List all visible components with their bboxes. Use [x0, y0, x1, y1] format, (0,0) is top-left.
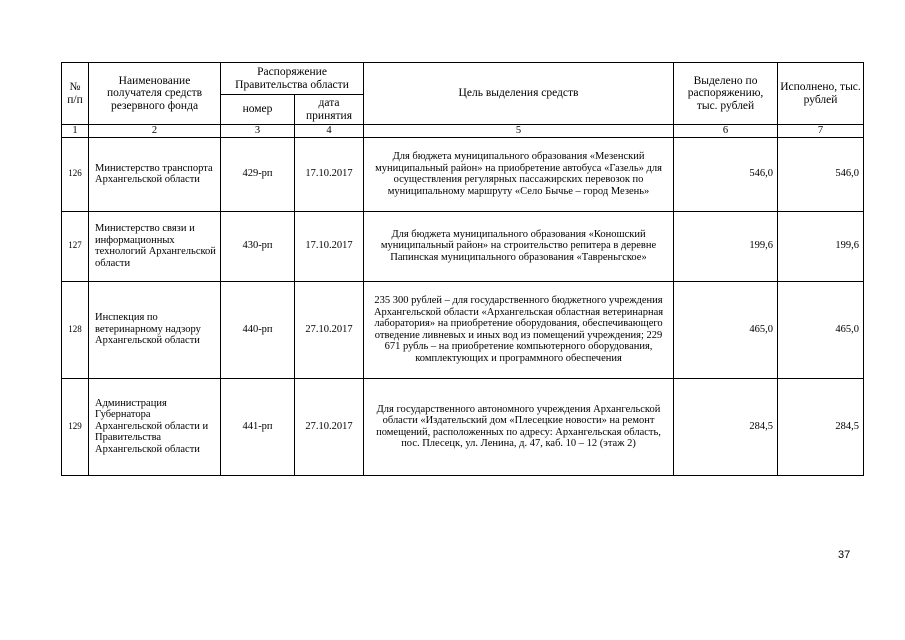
- header-executed: Исполнено, тыс. рублей: [778, 63, 864, 125]
- row-order-number: 430-рп: [221, 211, 295, 281]
- row-no: 129: [62, 378, 89, 475]
- column-number: 2: [89, 125, 221, 138]
- header-recipient: Наименование получателя средств резервного фонда: [89, 63, 221, 125]
- header-order-number: номер: [221, 95, 295, 125]
- row-purpose: Для государственного автономного учреждения Архангельской области «Издательский дом «Плесецкие новости» на ремонт помещений, расположенных по адресу: Архангельская область, пос. Плесецк, ул. Ленина, д. 47, каб. 10 – 12 (этаж 2): [364, 378, 674, 475]
- table-row: [62, 378, 864, 475]
- row-no: 128: [62, 281, 89, 378]
- row-allocated: 284,5: [674, 378, 778, 475]
- row-order-date: 17.10.2017: [295, 137, 364, 211]
- row-no: 126: [62, 137, 89, 211]
- column-number: 7: [778, 125, 864, 138]
- column-number: 6: [674, 125, 778, 138]
- row-order-date: 27.10.2017: [295, 378, 364, 475]
- table-row: [62, 137, 864, 211]
- header-purpose: Цель выделения средств: [364, 63, 674, 125]
- page-number: 37: [838, 549, 851, 561]
- header-allocated: Выделено по распоряжению, тыс. рублей: [674, 63, 778, 125]
- row-purpose: 235 300 рублей – для государственного бюджетного учреждения Архангельской области «Архангельская областная ветеринарная лаборатория» на приобретение оборудования, обеспечивающего отведение ливневых и иных вод из помещений учреждения; 229 671 рубль – на приобретение компьютерного оборудования, комплектующих и программного обеспечения: [364, 281, 674, 378]
- table-row: [62, 211, 864, 281]
- column-number: 4: [295, 125, 364, 138]
- header-no: № п/п: [62, 63, 89, 125]
- column-number: 1: [62, 125, 89, 138]
- row-allocated: 465,0: [674, 281, 778, 378]
- header-order-group: Распоряжение Правительства области: [221, 63, 364, 95]
- row-order-number: 440-рп: [221, 281, 295, 378]
- row-purpose: Для бюджета муниципального образования «Мезенский муниципальный район» на приобретение автобуса «Газель» для осуществления регулярных пассажирских перевозок по муниципальному маршруту «Село Бычье – город Мезень»: [364, 137, 674, 211]
- row-recipient: Министерство транспорта Архангельской области: [89, 137, 221, 211]
- row-order-number: 429-рп: [221, 137, 295, 211]
- row-executed: 284,5: [778, 378, 864, 475]
- row-purpose: Для бюджета муниципального образования «Коношский муниципальный район» на строительство репитера в деревне Папинская муниципального образования «Тавреньгское»: [364, 211, 674, 281]
- row-recipient: Администрация Губернатора Архангельской области и Правительства Архангельской области: [89, 378, 221, 475]
- column-number: 5: [364, 125, 674, 138]
- table-row: [62, 281, 864, 378]
- row-recipient: Инспекция по ветеринарному надзору Архангельской области: [89, 281, 221, 378]
- column-numbers-row: [62, 125, 864, 138]
- row-allocated: 546,0: [674, 137, 778, 211]
- row-executed: 546,0: [778, 137, 864, 211]
- row-no: 127: [62, 211, 89, 281]
- row-order-date: 27.10.2017: [295, 281, 364, 378]
- header-order-date: дата принятия: [295, 95, 364, 125]
- row-executed: 465,0: [778, 281, 864, 378]
- row-order-number: 441-рп: [221, 378, 295, 475]
- row-executed: 199,6: [778, 211, 864, 281]
- row-order-date: 17.10.2017: [295, 211, 364, 281]
- row-allocated: 199,6: [674, 211, 778, 281]
- row-recipient: Министерство связи и информационных технологий Архангельской области: [89, 211, 221, 281]
- column-number: 3: [221, 125, 295, 138]
- reserve-fund-table: [61, 62, 864, 476]
